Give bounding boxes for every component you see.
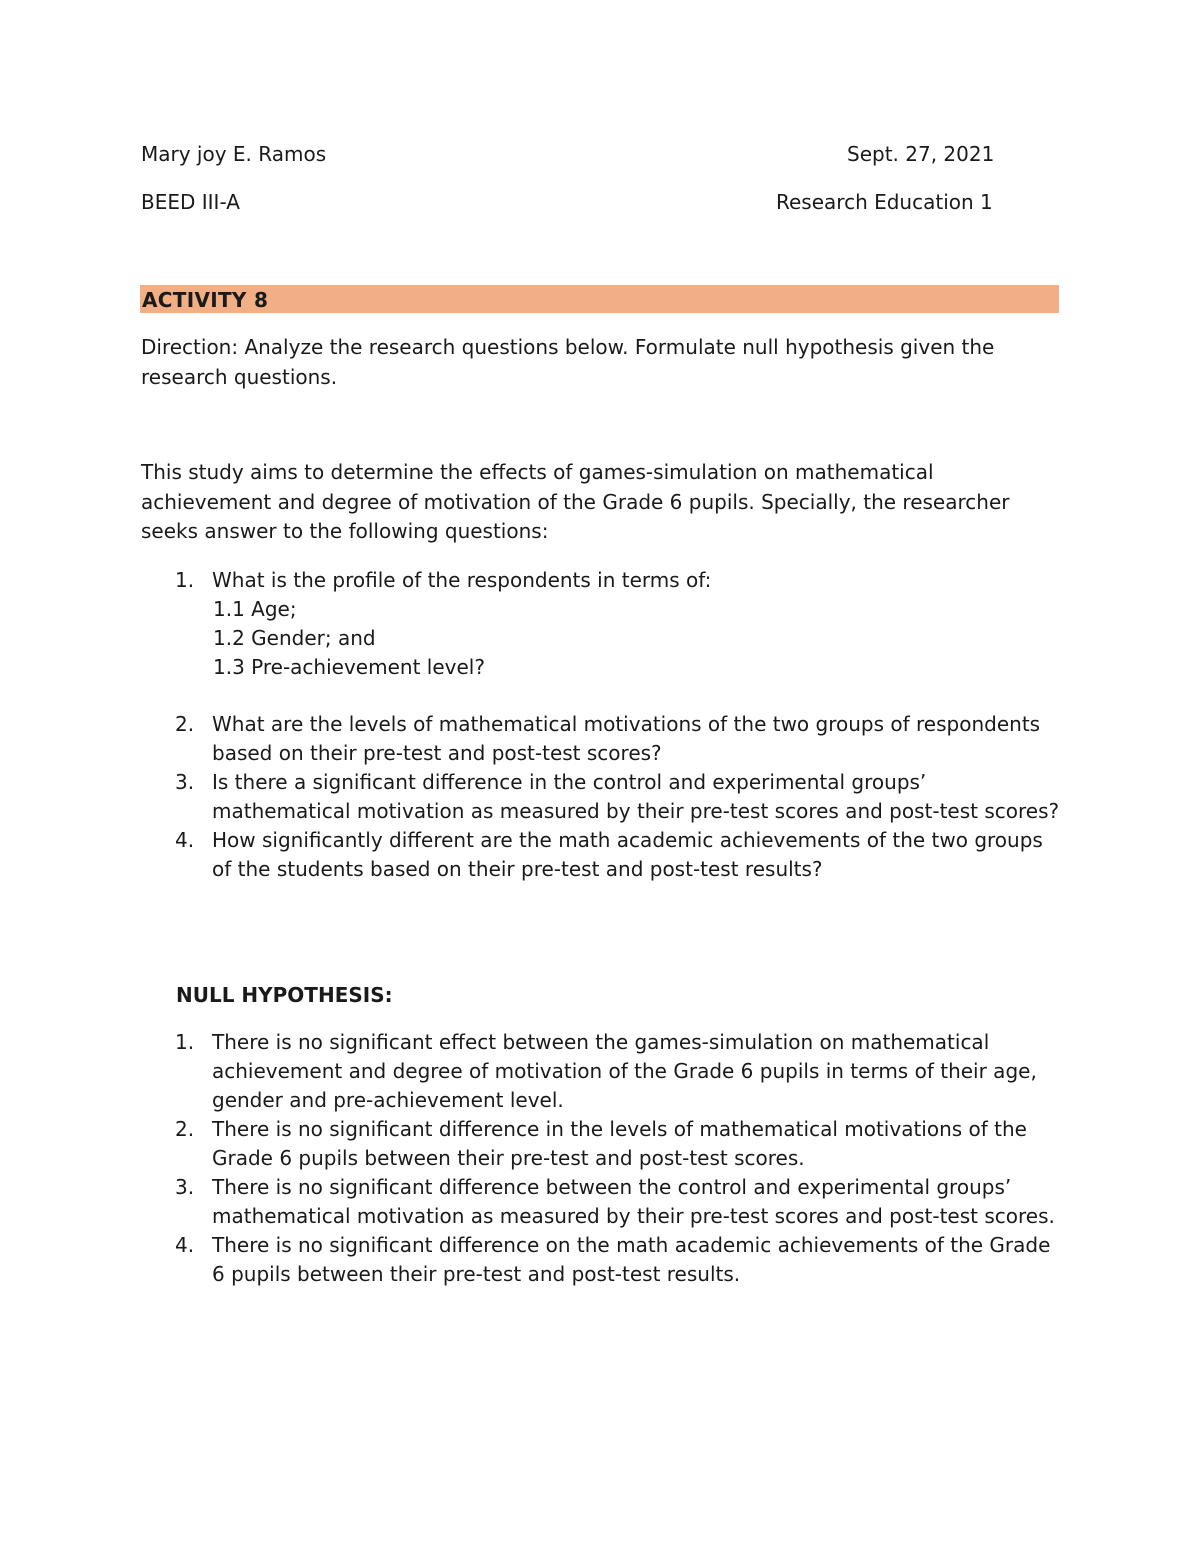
question-text: How significantly different are the math academic achievements of the two groups of the students based on their pre-test and post-test results? <box>212 828 1043 881</box>
direction-paragraph: Direction: Analyze the research questions below. Formulate null hypothesis given the research questions. <box>141 335 995 389</box>
question-text: What is the profile of the respondents in terms of: <box>212 568 712 592</box>
hypothesis-text: There is no significant difference between the control and experimental groups’ mathematical motivation as measured by their pre-test scores and post-test scores. <box>212 1175 1055 1228</box>
student-name: Mary joy E. Ramos <box>141 142 327 166</box>
list-number: 1. <box>175 1030 195 1054</box>
intro-paragraph: This study aims to determine the effects of games-simulation on mathematical achievement and degree of motivation of the Grade 6 pupils. Specially, the researcher seeks answer to the following questions: <box>141 460 1010 543</box>
list-number: 2. <box>175 712 195 736</box>
null-hypothesis-title: NULL HYPOTHESIS: <box>176 983 393 1007</box>
list-item <box>141 1173 1061 1231</box>
sub-item: 1.3 Pre-achievement level? <box>213 655 485 679</box>
sub-item: 1.1 Age; <box>213 597 297 621</box>
course-title: Research Education 1 <box>776 190 993 214</box>
research-questions-list-continued <box>141 710 1061 884</box>
list-number: 1. <box>175 568 195 592</box>
list-item <box>141 710 1061 768</box>
list-item <box>141 826 1061 884</box>
null-hypothesis-list <box>141 1028 1061 1289</box>
list-number: 3. <box>175 770 195 794</box>
list-number: 3. <box>175 1175 195 1199</box>
question-text: Is there a significant difference in the control and experimental groups’ mathematical motivation as measured by their pre-test scores and post-test scores? <box>212 770 1060 823</box>
list-number: 4. <box>175 828 195 852</box>
list-item <box>141 1115 1061 1173</box>
list-item <box>141 566 1061 682</box>
activity-heading-highlight <box>140 285 1059 313</box>
sub-item: 1.2 Gender; and <box>213 626 376 650</box>
list-item <box>141 1231 1061 1289</box>
activity-title: ACTIVITY 8 <box>142 288 269 312</box>
submission-date: Sept. 27, 2021 <box>847 142 995 166</box>
hypothesis-text: There is no significant difference on the math academic achievements of the Grade 6 pupils between their pre-test and post-test results. <box>212 1233 1051 1286</box>
hypothesis-text: There is no significant difference in the levels of mathematical motivations of the Grade 6 pupils between their pre-test and post-test scores. <box>212 1117 1027 1170</box>
list-item <box>141 768 1061 826</box>
class-section: BEED III-A <box>141 190 240 214</box>
list-number: 2. <box>175 1117 195 1141</box>
question-text: What are the levels of mathematical motivations of the two groups of respondents based on their pre-test and post-test scores? <box>212 712 1041 765</box>
list-item <box>141 1028 1061 1115</box>
list-number: 4. <box>175 1233 195 1257</box>
research-questions-list <box>141 566 1061 682</box>
hypothesis-text: There is no significant effect between the games-simulation on mathematical achievement and degree of motivation of the Grade 6 pupils in terms of their age, gender and pre-achievement level. <box>212 1030 1037 1112</box>
